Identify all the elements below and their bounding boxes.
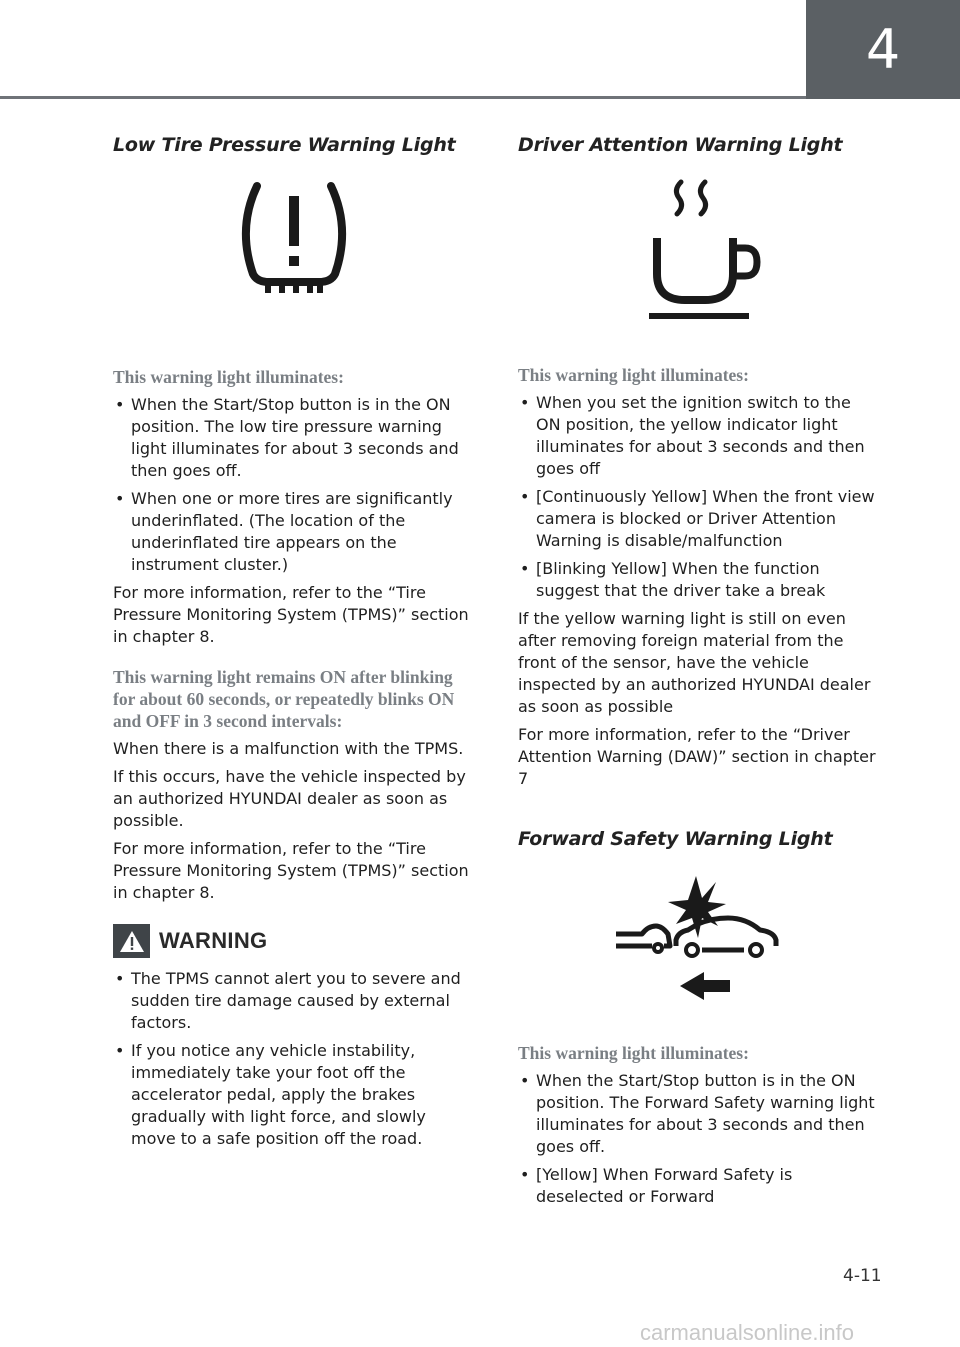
forward-collision-icon bbox=[614, 874, 784, 1004]
tpms-warning-icon bbox=[229, 178, 359, 296]
warning-triangle-icon bbox=[113, 924, 150, 958]
bullet-list-illuminates bbox=[518, 392, 880, 602]
list-item: • When the Start/Stop button is in the ON position. The low tire pressure warning light illuminates for about 3 seconds and then goes off. bbox=[113, 394, 475, 482]
section-title-forward-safety: Forward Safety Warning Light bbox=[518, 828, 833, 850]
bullet-list-illuminates bbox=[518, 1070, 880, 1208]
paragraph: If this occurs, have the vehicle inspected by an authorized HYUNDAI dealer as soon as possible. bbox=[113, 767, 466, 830]
header-rule bbox=[0, 96, 806, 99]
subheading-remains-on: This warning light remains ON after blinking for about 60 seconds, or repeatedly blinks ON and OFF in 3 second intervals: bbox=[113, 667, 455, 731]
warning-bullet-list bbox=[113, 968, 475, 1150]
list-item: • When you set the ignition switch to the ON position, the yellow indicator light illuminates for about 3 seconds and then goes off bbox=[518, 392, 880, 480]
watermark: carmanualsonline.info bbox=[640, 1320, 855, 1345]
list-item: • If you notice any vehicle instability, immediately take your foot off the accelerator pedal, apply the brakes gradually with light force, and slowly move to a safe position off the road. bbox=[113, 1040, 475, 1150]
list-item: • [Blinking Yellow] When the function suggest that the driver take a break bbox=[518, 558, 880, 602]
tpms-icon-box bbox=[113, 178, 475, 296]
section-title-tpms: Low Tire Pressure Warning Light bbox=[113, 134, 456, 156]
warning-title: WARNING bbox=[159, 928, 268, 953]
chapter-tab bbox=[806, 0, 960, 99]
list-item: • The TPMS cannot alert you to severe and sudden tire damage caused by external factors. bbox=[113, 968, 475, 1034]
subheading-illuminates: This warning light illuminates: bbox=[518, 365, 749, 385]
coffee-cup-icon bbox=[629, 176, 769, 326]
paragraph: For more information, refer to the “Tire Pressure Monitoring System (TPMS)” section in chapter 8. bbox=[113, 583, 469, 646]
list-item: • When the Start/Stop button is in the ON position. The Forward Safety warning light illuminates for about 3 seconds and then goes off. bbox=[518, 1070, 880, 1158]
coffee-icon-box bbox=[518, 176, 880, 326]
page-number: 4-11 bbox=[843, 1266, 882, 1286]
list-item: • [Continuously Yellow] When the front view camera is blocked or Driver Attention Warning is disable/malfunction bbox=[518, 486, 880, 552]
chapter-number: 4 bbox=[865, 18, 901, 81]
warning-header bbox=[113, 924, 475, 958]
left-column bbox=[113, 134, 475, 1156]
paragraph: If the yellow warning light is still on even after removing foreign material from the front of the sensor, have the vehicle inspected by an authorized HYUNDAI dealer as soon as possible bbox=[518, 609, 871, 716]
list-item: • When one or more tires are significantly underinflated. (The location of the underinflated tire appears on the instrument cluster.) bbox=[113, 488, 475, 576]
right-column bbox=[518, 134, 880, 1214]
forward-safety-icon-box bbox=[518, 874, 880, 1004]
paragraph: For more information, refer to the “Tire Pressure Monitoring System (TPMS)” section in chapter 8. bbox=[113, 839, 469, 902]
bullet-list-illuminates bbox=[113, 394, 475, 576]
list-item: • [Yellow] When Forward Safety is deselected or Forward bbox=[518, 1164, 880, 1208]
paragraph: For more information, refer to the “Driver Attention Warning (DAW)” section in chapter 7 bbox=[518, 725, 876, 788]
section-title-driver-attention: Driver Attention Warning Light bbox=[518, 134, 843, 156]
paragraph: When there is a malfunction with the TPMS. bbox=[113, 739, 464, 758]
subheading-illuminates: This warning light illuminates: bbox=[518, 1043, 749, 1063]
subheading-illuminates: This warning light illuminates: bbox=[113, 367, 344, 387]
